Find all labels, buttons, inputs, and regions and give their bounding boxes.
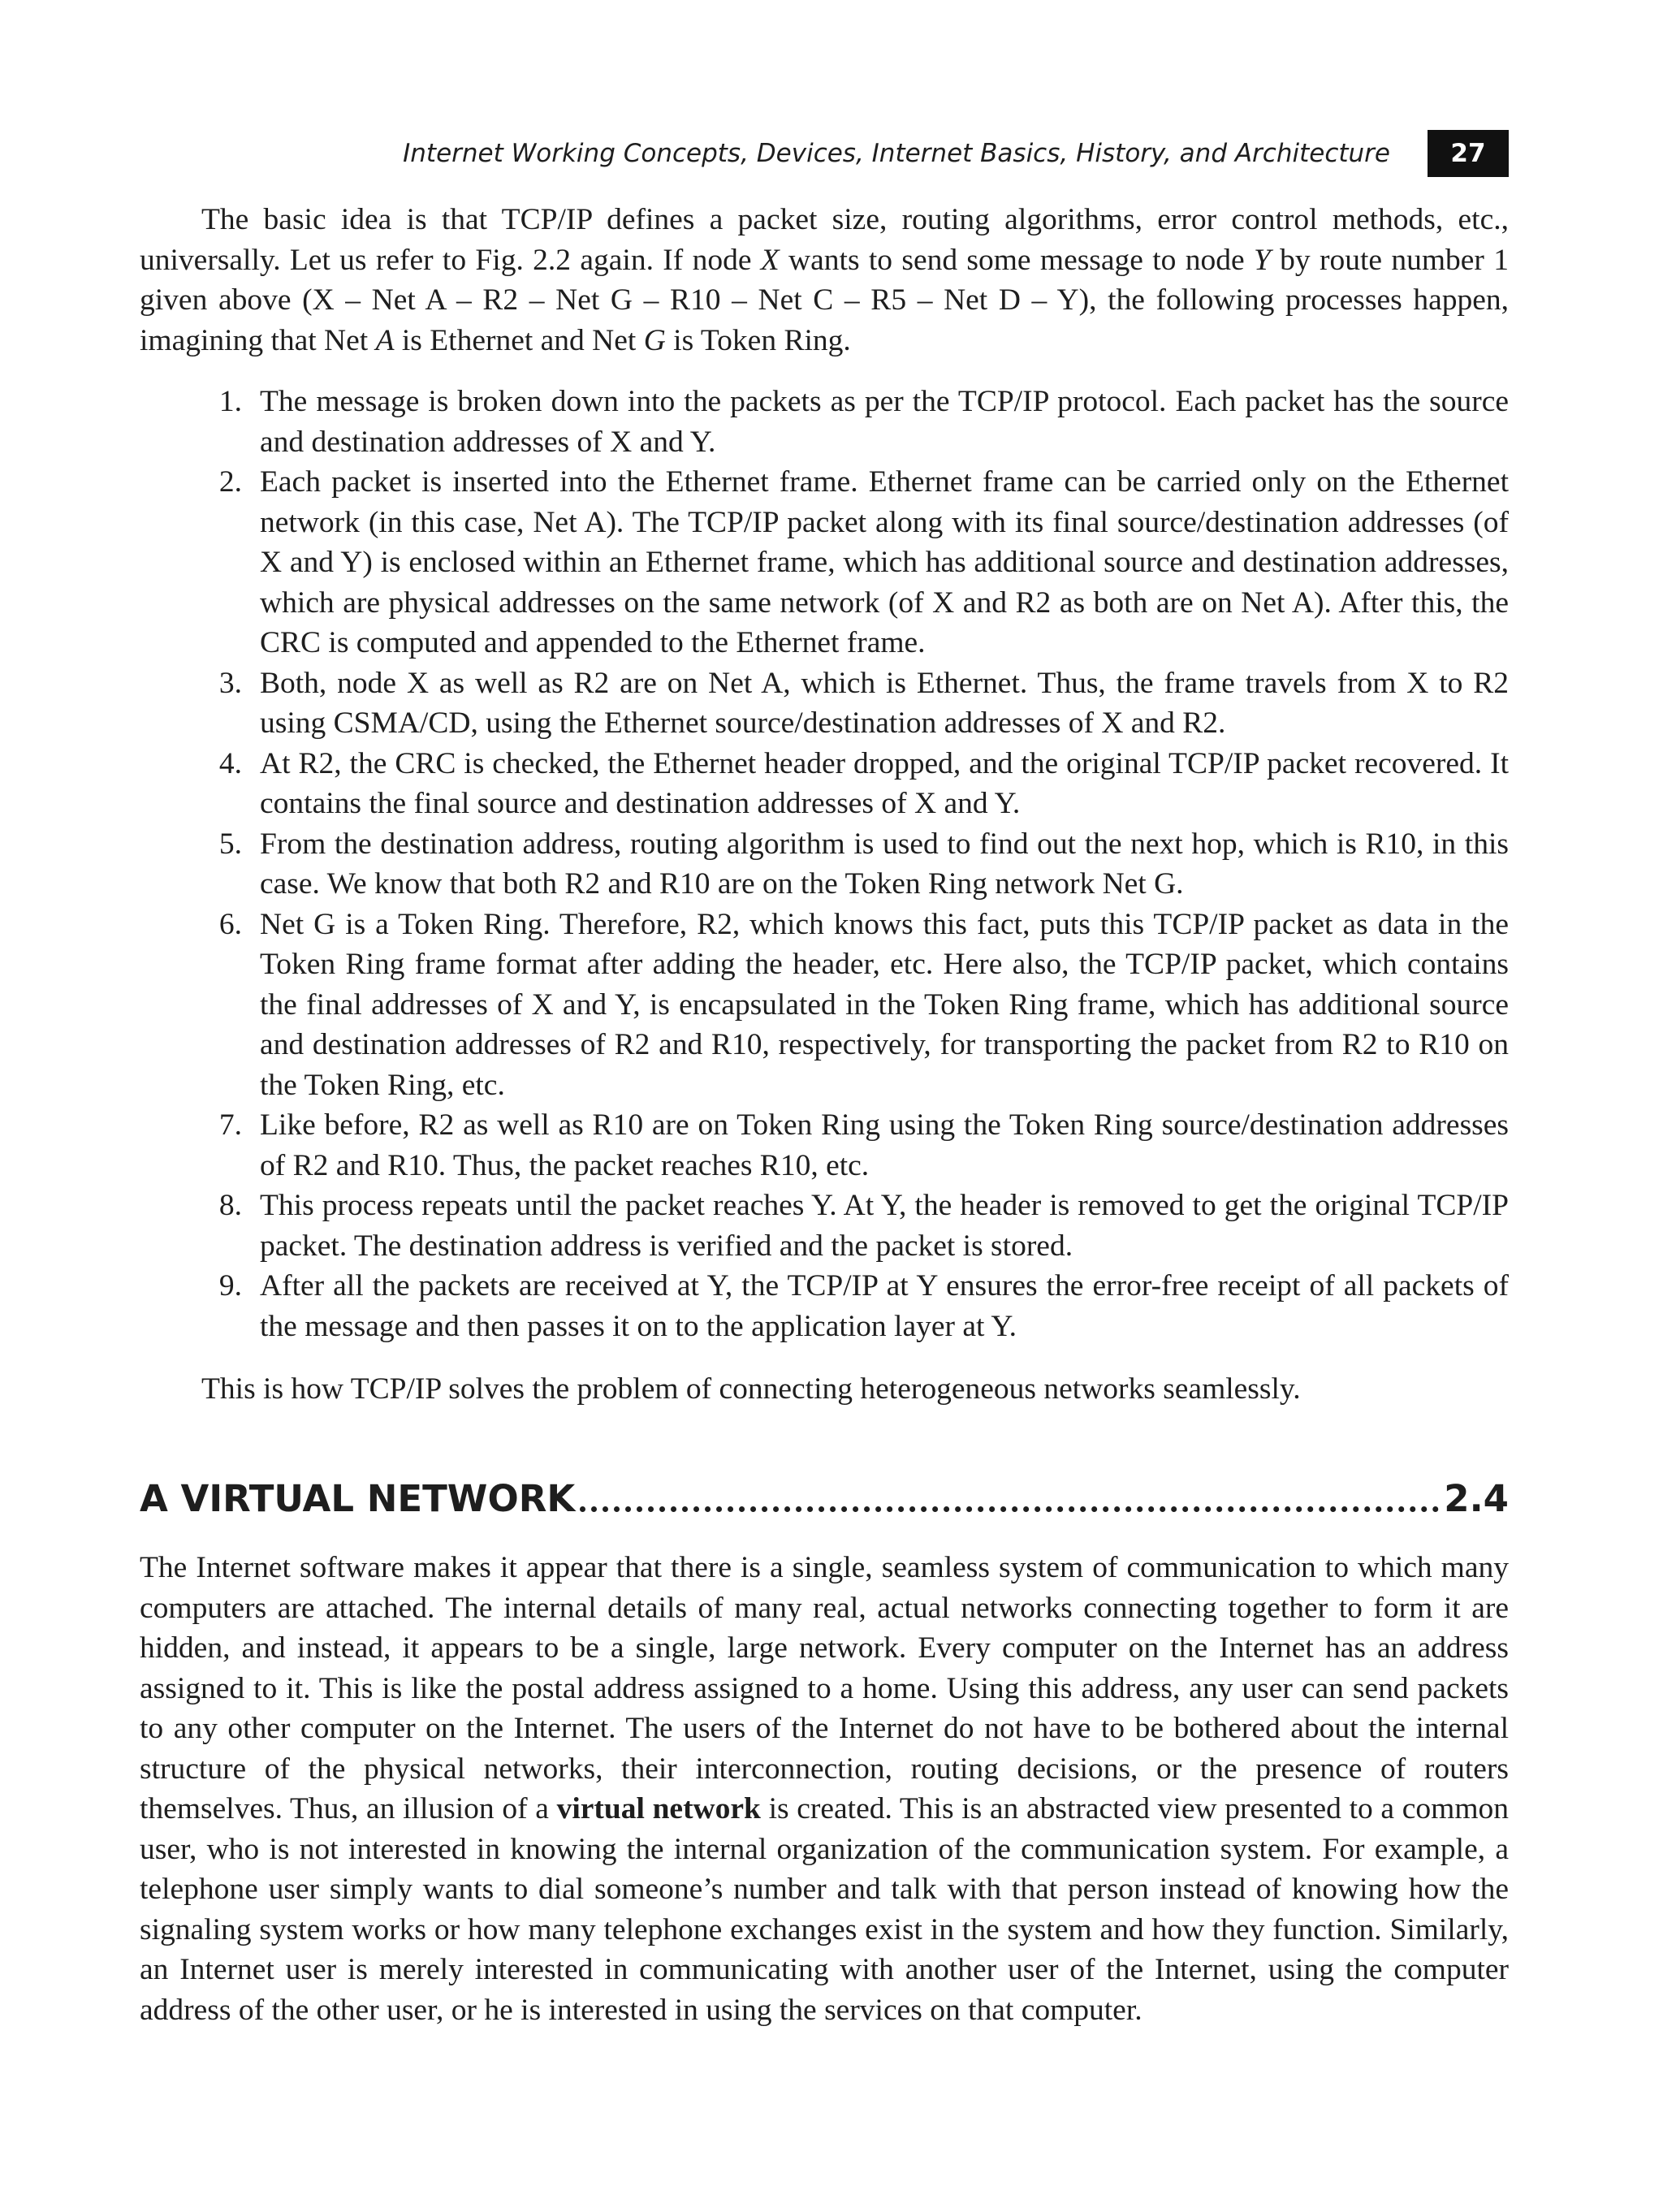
running-header [140,130,1509,177]
bold-term: virtual network [556,1792,761,1825]
list-item [140,744,1509,824]
list-item [140,1186,1509,1266]
section-title: A VIRTUAL NETWORK [140,1477,576,1520]
step-number: 5. [218,827,242,861]
list-item [140,905,1509,1106]
step-text: Like before, R2 as well as R10 are on Token Ring using the Token Ring source/destination addresses of R2 and R10. Thus, the packet reaches R10, etc. [260,1108,1509,1182]
intro-text: ), the following processes happen, imagining that Net [140,283,1509,357]
list-item [140,663,1509,744]
step-number: 6. [218,907,242,941]
list-item [140,1105,1509,1186]
intro-text: wants to send some message to node [779,243,1254,277]
intro-text: The basic idea is that TCP/IP defines a packet size, routing algorithms, error control methods, etc., universally. Let us refer to Fig. 2.2 again. If node [140,203,1509,277]
process-steps-list [140,382,1509,1346]
step-text: Both, node X as well as R2 are on Net A, which is Ethernet. Thus, the frame travels from X to R2 using CSMA/CD, using the Ethernet source/destination addresses of X and R2. [260,666,1509,740]
list-item [140,824,1509,905]
step-number: 4. [218,746,242,780]
route-expression: X – Net A – R2 – Net G – R10 – Net C – R5 – Net D – Y [312,283,1079,317]
step-text: At R2, the CRC is checked, the Ethernet header dropped, and the original TCP/IP packet recovered. It contains the final source and destination addresses of X and Y. [260,746,1509,820]
step-text: After all the packets are received at Y, the TCP/IP at Y ensures the error-free receipt of all packets of the message and then passes it on to the application layer at Y. [260,1269,1509,1343]
dot-leader [580,1506,1439,1512]
section-text: The Internet software makes it appear that there is a single, seamless system of communication to which many computers are attached. The internal details of many real, actual networks connecting together to form it are hidden, and instead, it appears to be a single, large network. Every computer on the Internet has an address assigned to it. This is like the postal address assigned to a home. Using this address, any user can send packets to any other computer on the Internet. The users of the Internet do not have to be bothered about the internal structure of the physical networks, their interconnection, routing decisions, or the presence of routers themselves. Thus, an illusion of a [140,1551,1509,1825]
step-text: From the destination address, routing algorithm is used to find out the next hop, which is R10, in this case. We know that both R2 and R10 are on the Token Ring network Net G. [260,827,1509,901]
step-number: 8. [218,1189,242,1222]
step-number: 3. [218,666,242,700]
step-text: Each packet is inserted into the Ethernet frame. Ethernet frame can be carried only on the Ethernet network (in this case, Net A). The TCP/IP packet along with its final source/destination addresses (of X and Y) is enclosed within an Ethernet frame, which has additional source and destination addresses, which are physical addresses on the same network (of X and R2 as both are on Net A). After this, the CRC is computed and appended to the Ethernet frame. [260,465,1509,659]
step-number: 7. [218,1108,242,1142]
step-text: This process repeats until the packet reaches Y. At Y, the header is removed to get the original TCP/IP packet. The destination address is verified and the packet is stored. [260,1189,1509,1263]
section-text: is created. This is an abstracted view presented to a common user, who is not interested in knowing the internal organization of the communication system. For example, a telephone user simply wants to dial someone’s number and talk with that person instead of knowing how the signaling system works or how many telephone exchanges exist in the system and how they function. Similarly, an Internet user is merely interested in communicating with another user of the Internet, using the computer address of the other user, or he is interested in using the services on that computer. [140,1792,1509,2027]
intro-paragraph [140,200,1509,361]
list-item [140,382,1509,462]
list-item [140,462,1509,663]
step-number: 9. [218,1269,242,1303]
step-number: 1. [218,385,242,418]
step-text: The message is broken down into the packets as per the TCP/IP protocol. Each packet has the source and destination addresses of X and Y. [260,385,1509,459]
section-number: 2.4 [1444,1477,1509,1520]
running-title: Internet Working Concepts, Devices, Internet Basics, History, and Architecture [403,139,1390,168]
closing-paragraph [140,1369,1509,1410]
intro-text: is Token Ring. [665,323,851,357]
intro-text: by route number 1 given above ( [140,243,1509,317]
closing-text: This is how TCP/IP solves the problem of connecting heterogeneous networks seamlessly. [201,1372,1301,1406]
node-x: X [760,243,780,277]
page-number: 27 [1428,130,1509,177]
section-heading [140,1475,1509,1520]
net-a: A [375,323,395,357]
section-paragraph [140,1548,1509,2030]
net-g: G [643,323,666,357]
step-number: 2. [218,465,242,499]
intro-text: is Ethernet and Net [394,323,644,357]
list-item [140,1266,1509,1346]
node-y: Y [1253,243,1271,277]
step-text: Net G is a Token Ring. Therefore, R2, which knows this fact, puts this TCP/IP packet as data in the Token Ring frame format after adding the header, etc. Here also, the TCP/IP packet, which contains the final addresses of X and Y, is encapsulated in the Token Ring frame, which has additional source and destination addresses of R2 and R10, respectively, for transporting the packet from R2 to R10 on the Token Ring, etc. [260,907,1509,1102]
